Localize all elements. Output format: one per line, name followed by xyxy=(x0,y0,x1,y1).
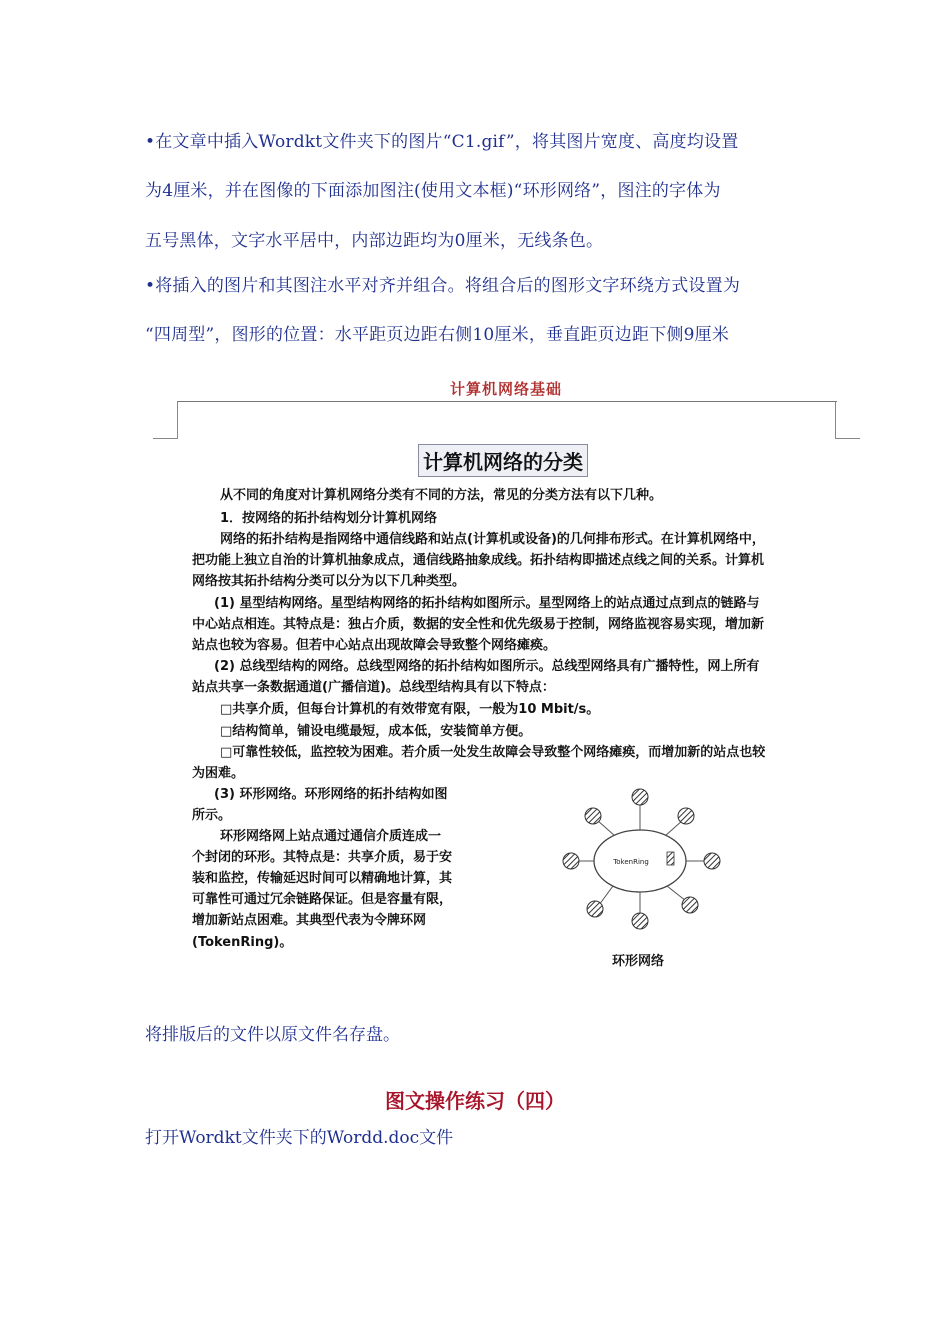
sample-line: 环形网络网上站点通过通信介质连成一 xyxy=(220,829,442,844)
open-file-instruction: 打开Wordkt文件夹下的Wordd.doc文件 xyxy=(145,1128,454,1148)
sample-line: □结构简单，铺设电缆最短，成本低，安装简单方便。 xyxy=(220,724,532,739)
sample-line: 个封闭的环形。其特点是：共享介质，易于安 xyxy=(192,850,453,865)
sample-header-title: 计算机网络基础 xyxy=(449,380,562,398)
sample-line: 所示。 xyxy=(192,808,232,823)
header-rule xyxy=(177,401,837,402)
sample-line: 网络按其拓扑结构分类可以分为以下几种类型。 xyxy=(192,574,466,589)
margin-corner-right xyxy=(835,402,860,439)
sample-line: 1．按网络的拓扑结构划分计算机网络 xyxy=(220,511,438,526)
sample-line: 可靠性可通过冗余链路保证。但是容量有限， xyxy=(192,892,453,907)
diagram-caption: 环形网络 xyxy=(612,954,665,969)
sample-line: 站点也较为容易。但若中心站点出现故障会导致整个网络瘫痪。 xyxy=(192,638,557,653)
sample-line: □可靠性较低，监控较为困难。若介质一处发生故障会导致整个网络瘫痪，而增加新的站点也较 xyxy=(220,745,766,760)
sample-line: 中心站点相连。其特点是：独占介质，数据的安全性和优先级易于控制，网络监视容易实现，增加新 xyxy=(192,617,765,632)
sample-line: □共享介质，但每台计算机的有效带宽有限，一般为10 Mbit/s。 xyxy=(220,702,600,717)
sample-heading: 计算机网络的分类 xyxy=(418,444,588,477)
instruction-line: •将插入的图片和其图注水平对齐并组合。将组合后的图形文字环绕方式设置为 xyxy=(145,276,741,296)
margin-corner-left xyxy=(153,402,178,439)
instruction-line: 五号黑体，文字水平居中，内部边距均为0厘米，无线条色。 xyxy=(145,231,604,251)
ring-network-diagram xyxy=(555,788,725,933)
sample-line: (1) 星型结构网络。星型结构网络的拓扑结构如图所示。星型网络上的站点通过点到点的链路与 xyxy=(214,596,760,611)
instruction-line: 为4厘米，并在图像的下面添加图注(使用文本框)“环形网络”，图注的字体为 xyxy=(145,181,721,201)
sample-document-image xyxy=(150,370,862,975)
sample-line: (3) 环形网络。环形网络的拓扑结构如图 xyxy=(214,787,448,802)
sample-line: 网络的拓扑结构是指网络中通信线路和站点(计算机或设备)的几何排布形式。在计算机网络中， xyxy=(220,532,765,547)
sample-line: 把功能上独立自治的计算机抽象成点，通信线路抽象成线。拓扑结构即描述点线之间的关系。计算机 xyxy=(192,553,765,568)
sample-line: 站点共享一条数据通道(广播信道)。总线型结构具有以下特点： xyxy=(192,680,555,695)
section-title: 图文操作练习（四） xyxy=(385,1089,565,1113)
instruction-line: •在文章中插入Wordkt文件夹下的图片“C1.gif”，将其图片宽度、高度均设置 xyxy=(145,132,739,152)
sample-line: 装和监控，传输延迟时间可以精确地计算，其 xyxy=(192,871,453,886)
ring-label: TokenRing xyxy=(613,858,649,866)
save-instruction: 将排版后的文件以原文件名存盘。 xyxy=(145,1025,400,1045)
sample-line: 从不同的角度对计算机网络分类有不同的方法，常见的分类方法有以下几种。 xyxy=(220,488,663,503)
sample-line: 为困难。 xyxy=(192,766,245,781)
instruction-line: “四周型”，图形的位置：水平距页边距右侧10厘米，垂直距页边距下侧9厘米 xyxy=(145,325,730,345)
sample-line: (TokenRing)。 xyxy=(192,935,293,950)
sample-line: (2) 总线型结构的网络。总线型网络的拓扑结构如图所示。总线型网络具有广播特性，网上所有 xyxy=(214,659,760,674)
sample-line: 增加新站点困难。其典型代表为令牌环网 xyxy=(192,913,427,928)
